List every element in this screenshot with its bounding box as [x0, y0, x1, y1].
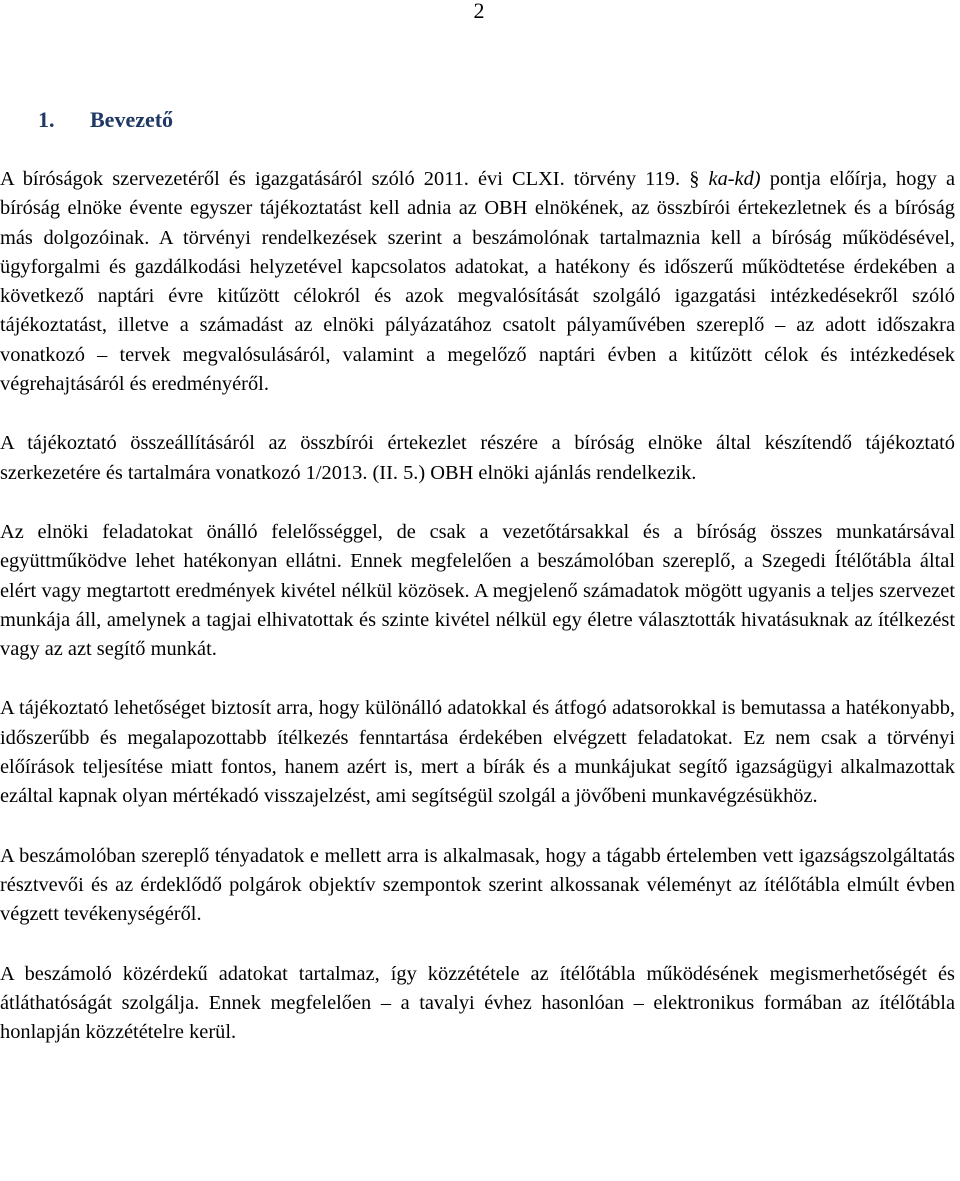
paragraph-text: pontja előírja, hogy a bíróság elnöke évente egyszer tájékoztatást kell adnia az OBH elnökének, az összbírói értekezletnek és a bíróság más dolgozóinak. A törvényi rendelkezések szerint a beszámolónak tartalmaznia kell a bíróság működésével, ügyforgalmi és gazdálkodási helyzetével kapcsolatos adatokat, a hatékony és időszerű működtetése érdekében a következő naptári évre kitűzött célokról és azok megvalósítását szolgáló igazgatási intézkedésekről szóló tájékoztatást, illetve a számadást az elnöki pályázatához csatolt pályaművében szereplő – az adott időszakra vonatkozó – tervek megvalósulásáról, valamint a megelőző naptári évben a kitűzött célok és intézkedések végrehajtásáról és eredményéről.	[0, 168, 955, 396]
paragraph-purpose: A tájékoztató lehetőséget biztosít arra, hogy különálló adatokkal és átfogó adatsorokkal is bemutassa a hatékonyabb, időszerűbb és megalapozottabb ítélkezés fenntartása érdekében elvégzett feladatokat. Ez nem csak a törvényi előírások teljesítése miatt fontos, hanem azért is, mert a bírák és a munkájukat segítő igazságügyi alkalmazottak ezáltal kapnak olyan mértékadó visszajelzést, ami segítségül szolgál a jövőbeni munkavégzésükhöz.	[0, 697, 955, 808]
paragraph-public-opinion: A beszámolóban szereplő tényadatok e mellett arra is alkalmasak, hogy a tágabb értelemben vett igazságszolgáltatás résztvevői és az érdeklődő polgárok objektív szempontok szerint alkossanak véleményt az ítélőtábla elmúlt évben végzett tevékenységéről.	[0, 844, 955, 926]
section-title: Bevezető	[90, 107, 174, 132]
paragraph-recommendation: A tájékoztató összeállításáról az összbírói értekezlet részére a bíróság elnöke által készítendő tájékoztató szerkezetére és tartalmára vonatkozó 1/2013. (II. 5.) OBH elnöki ajánlás rendelkezik.	[0, 432, 955, 484]
document-body	[0, 165, 955, 1047]
section-heading	[38, 106, 173, 134]
section-number: 1.	[38, 107, 55, 132]
paragraph-publication: A beszámoló közérdekű adatokat tartalmaz, így közzététele az ítélőtábla működésének megismerhetőségét és átláthatóságát szolgálja. Ennek megfelelően – a tavalyi évhez hasonlóan – elektronikus formában az ítélőtábla honlapján közzétételre kerül.	[0, 962, 955, 1044]
paragraph-cooperation: Az elnöki feladatokat önálló felelősséggel, de csak a vezetőtársakkal és a bíróság összes munkatársával együttműködve lehet hatékonyan ellátni. Ennek megfelelően a beszámolóban szereplő, a Szegedi Ítélőtábla által elért vagy megtartott eredmények kivétel nélkül közösek. A megjelenő számadatok mögött ugyanis a teljes szervezet munkája áll, amelynek a tagjai elhivatottak és szinte kivétel nélkül egy életre választották hivatásuknak az ítélkezést vagy az azt segítő munkát.	[0, 520, 955, 661]
paragraph-legal-basis	[0, 165, 955, 399]
legal-reference: ka-kd)	[708, 168, 761, 190]
page-number: 2	[473, 0, 485, 23]
paragraph-text: A bíróságok szervezetéről és igazgatásáról szóló 2011. évi CLXI. törvény 119. §	[0, 168, 709, 190]
